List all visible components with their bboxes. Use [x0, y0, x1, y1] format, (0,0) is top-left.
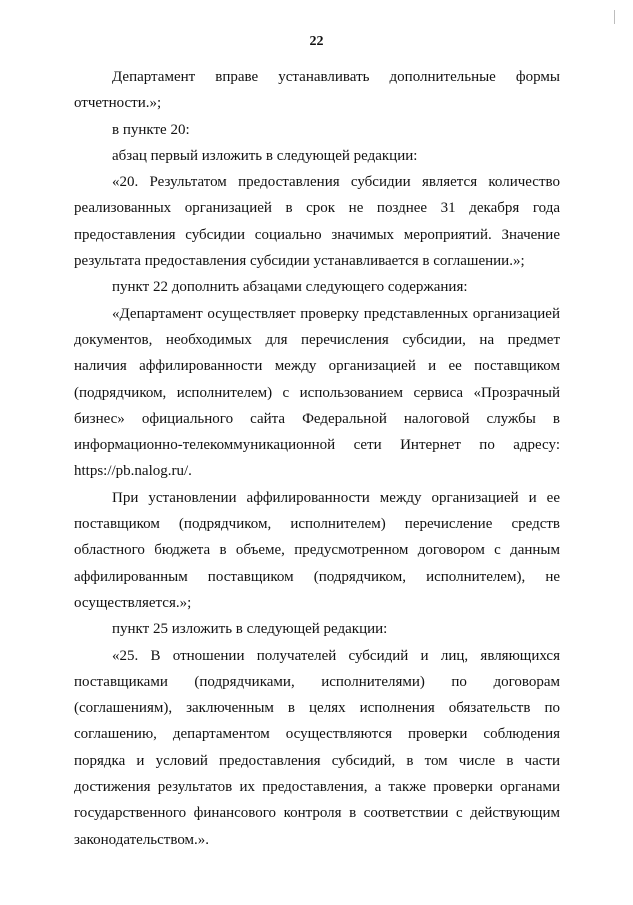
text-line: в пункте 20:: [112, 121, 190, 138]
scan-mark: [614, 10, 615, 24]
text-line: соглашению, департаментом осуществляются проверки соблюдения: [74, 726, 560, 743]
text-line: поставщиком (подрядчиком, исполнителем) перечисление средств: [74, 516, 560, 533]
text-line: наличия аффилированности между организацией и ее поставщиком: [74, 358, 560, 375]
text-line: отчетности.»;: [74, 95, 162, 112]
text-line: предоставления субсидии социально значимых мероприятий. Значение: [74, 226, 560, 243]
text-line: законодательством.».: [74, 831, 210, 848]
text-line: достижения результатов их предоставления, а также проверки органами: [74, 779, 560, 796]
text-line: «20. Результатом предоставления субсидии является количество: [112, 174, 560, 191]
text-line: (подрядчиком, исполнителем) с использованием сервиса «Прозрачный: [74, 384, 560, 401]
page-number: 22: [309, 34, 324, 49]
text-line: пункт 25 изложить в следующей редакции:: [112, 621, 388, 638]
text-line: государственного финансового контроля в соответствии с действующим: [74, 805, 560, 822]
text-line: аффилированным поставщиком (подрядчиком, исполнителем), не: [74, 568, 560, 585]
text-line: областного бюджета в объеме, предусмотренном договором с данным: [74, 542, 560, 559]
text-line: «25. В отношении получателей субсидий и лиц, являющихся: [112, 647, 560, 664]
text-line: https://pb.nalog.ru/.: [74, 463, 192, 480]
text-line: результата предоставления субсидии устанавливается в соглашении.»;: [74, 253, 525, 270]
text-line: пункт 22 дополнить абзацами следующего содержания:: [112, 279, 468, 296]
text-line: поставщиками (подрядчиками, исполнителями) по договорам: [74, 673, 560, 690]
text-line: осуществляется.»;: [74, 594, 192, 611]
text-line: «Департамент осуществляет проверку представленных организацией: [112, 305, 560, 322]
text-line: информационно-телекоммуникационной сети Интернет по адресу:: [74, 437, 560, 454]
text-line: При установлении аффилированности между организацией и ее: [112, 489, 560, 506]
text-line: абзац первый изложить в следующей редакции:: [112, 147, 418, 164]
text-line: (соглашениям), заключенным в целях исполнения обязательств по: [74, 700, 560, 717]
text-line: Департамент вправе устанавливать дополнительные формы: [112, 69, 560, 85]
text-line: порядка и условий предоставления субсидий, в том числе в части: [74, 752, 560, 769]
text-line: документов, необходимых для перечисления субсидии, на предмет: [74, 331, 560, 348]
text-line: реализованных организацией в срок не позднее 31 декабря года: [74, 200, 560, 217]
text-line: бизнес» официального сайта Федеральной налоговой службы в: [74, 410, 560, 427]
document-body: [74, 64, 560, 853]
